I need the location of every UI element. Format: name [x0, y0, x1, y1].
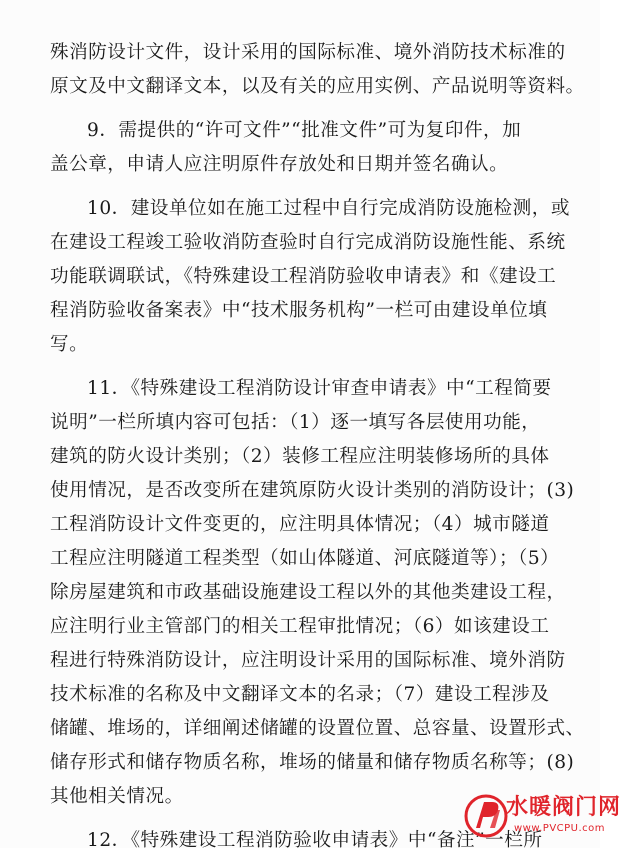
- text-line: 说明”一栏所填内容可包括：（1）逐一填写各层使用功能，: [50, 412, 541, 433]
- text-line: 程进行特殊消防设计，应注明设计采用的国际标准、境外消防: [50, 650, 566, 671]
- text-line: 技术标准的名称及中文翻译文本的名录；（7）建设工程涉及: [50, 684, 550, 705]
- text-line: 程消防验收备案表》中“技术服务机构”一栏可由建设单位填: [50, 300, 548, 321]
- text-line: 10．建设单位如在施工过程中自行完成消防设施检测，或: [87, 198, 570, 219]
- text-line: 功能联调联试，《特殊建设工程消防验收申请表》和《建设工: [50, 266, 557, 287]
- text-line: 建筑的防火设计类别；（2）装修工程应注明装修场所的具体: [50, 446, 550, 467]
- text-line: 盖公章，申请人应注明原件存放处和日期并签名确认。: [50, 154, 509, 175]
- text-line: 11．《特殊建设工程消防设计审查申请表》中“工程简要: [87, 378, 552, 399]
- text-line: 其他相关情况。: [50, 786, 184, 807]
- text-line: 9．需提供的“许可文件”“批准文件”可为复印件，加: [87, 120, 522, 141]
- text-line: 除房屋建筑和市政基础设施建设工程以外的其他类建设工程，: [50, 582, 566, 603]
- watermark-url: www.PVCPU.com: [514, 823, 606, 834]
- paragraph-8-continued: [50, 36, 585, 104]
- text-line: 使用情况，是否改变所在建筑原防火设计类别的消防设计；(3): [50, 480, 575, 501]
- text-line: 储罐、堆场的，详细阐述储罐的设置位置、总容量、设置形式、: [50, 718, 585, 739]
- text-line: 工程消防设计文件变更的，应注明具体情况；（4）城市隧道: [50, 514, 550, 535]
- text-line: 写。: [50, 334, 89, 355]
- text-line: 工程应注明隧道工程类型（如山体隧道、河底隧道等）；（5）: [50, 548, 560, 569]
- text-line: 储存形式和储存物质名称，堆场的储量和储存物质名称等；(8): [50, 752, 575, 773]
- paragraph-10: [50, 192, 570, 362]
- watermark-site-name: 水暖阀门网: [506, 795, 621, 820]
- text-line: 应注明行业主管部门的相关工程审批情况；（6）如该建设工: [50, 616, 550, 637]
- text-line: 殊消防设计文件，设计采用的国际标准、境外消防技术标准的: [50, 42, 566, 63]
- text-line: 12．《特殊建设工程消防验收申请表》中“备注”一栏所: [87, 830, 543, 851]
- text-line: 原文及中文翻译文本，以及有关的应用实例、产品说明等资料。: [50, 76, 585, 97]
- text-line: 在建设工程竣工验收消防查验时自行完成消防设施性能、系统: [50, 232, 566, 253]
- paragraph-9: [50, 114, 560, 182]
